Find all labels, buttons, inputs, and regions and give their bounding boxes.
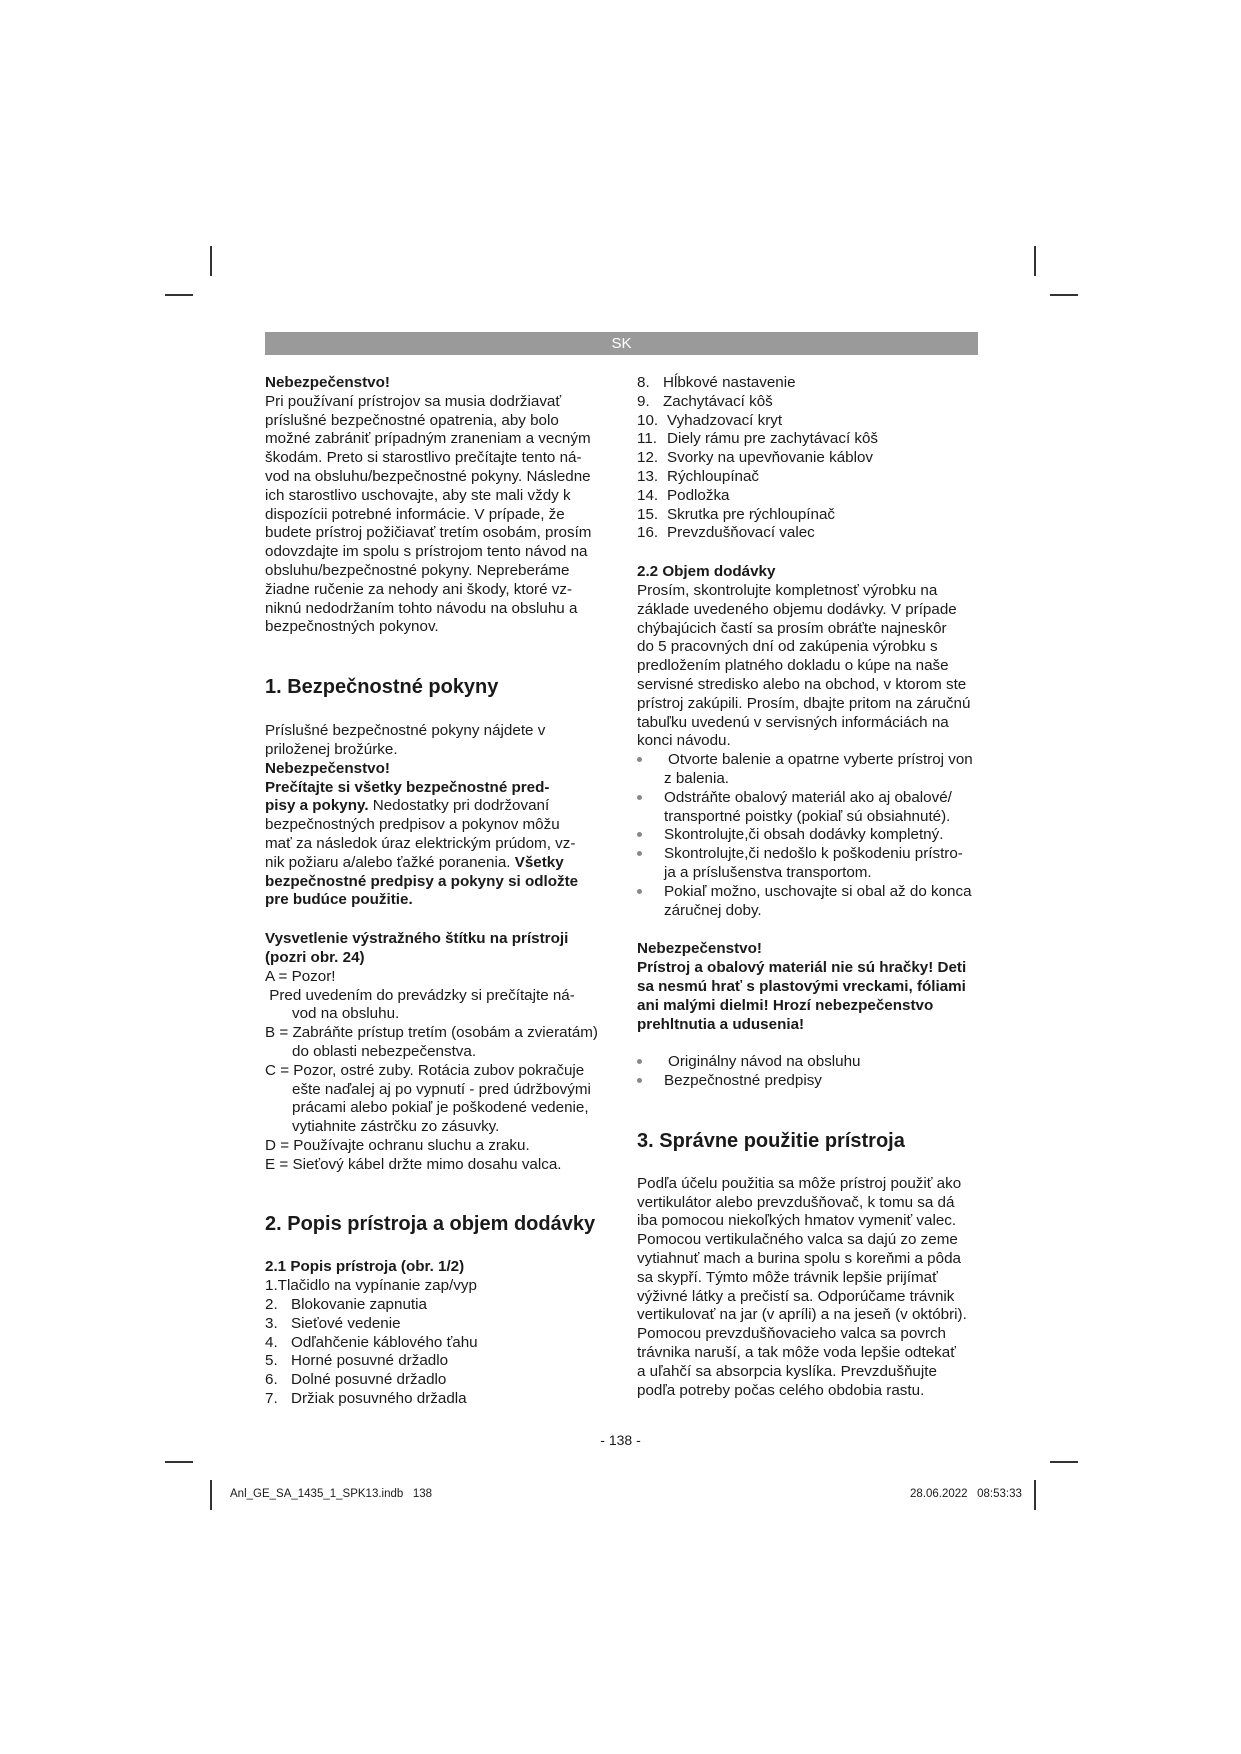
parts-list-continued	[637, 374, 982, 543]
right-column	[637, 374, 982, 1400]
list-item	[265, 1390, 610, 1409]
label-item: E = Sieťový kábel držte mimo dosahu valca.	[265, 1155, 562, 1173]
item-number: 14.	[637, 486, 659, 504]
text-line: vod na obsluhu/bezpečnostné pokyny. Následne	[265, 467, 591, 485]
label-item: Pred uvedením do prevádzky si prečítajte ná-	[265, 986, 575, 1004]
text-line: výživné látky a prečistí sa. Odporúčame trávnik	[637, 1287, 955, 1305]
item-text: Diely rámu pre zachytávací kôš	[667, 430, 879, 448]
item-text: Držiak posuvného držadla	[291, 1390, 467, 1408]
label-item: ešte naďalej aj po vypnutí - pred údržbovými	[292, 1080, 591, 1098]
text-line: Pomocou vertikulačného valca sa dajú zo zeme	[637, 1231, 958, 1249]
warning-intro	[265, 393, 610, 637]
text-line: priloženej brožúrke.	[265, 740, 398, 758]
subsection-heading: 2.2 Objem dodávky	[637, 563, 776, 581]
bullet-icon	[637, 851, 642, 856]
item-text: transportné poistky (pokiaľ sú obsiahnuté).	[664, 807, 951, 825]
bullet-icon	[637, 1059, 642, 1064]
item-text: Odstráňte obalový materiál ako aj obalové/	[664, 788, 952, 806]
text-line: ich starostlivo uschovajte, aby ste mali vždy k	[265, 486, 571, 504]
list-item	[637, 751, 982, 789]
item-text: Svorky na upevňovanie káblov	[667, 449, 874, 467]
list-item: 1.Tlačidlo na vypínanie zap/vyp	[265, 1277, 477, 1295]
warning-title: Nebezpečenstvo!	[265, 374, 390, 391]
text-line: obsluhu/bezpečnostné pokyny. Nepreberáme	[265, 561, 570, 579]
delivery-bullets	[637, 751, 982, 920]
item-text: Dolné posuvné držadlo	[291, 1371, 447, 1389]
text-line: ani malými dielmi! Hrozí nebezpečenstvo	[637, 996, 934, 1014]
page-number: - 138 -	[600, 1432, 641, 1448]
list-item	[265, 1315, 610, 1334]
item-number: 13.	[637, 467, 659, 485]
text-line: Podľa účelu použitia sa môže prístroj použiť ako	[637, 1174, 962, 1192]
crop-mark	[1034, 246, 1036, 276]
text-line: vytiahnuť mach a burina spolu s koreňmi a pôda	[637, 1250, 961, 1268]
item-number: 8.	[637, 374, 650, 391]
label-item: prácami alebo pokiaľ je poškodené vedenie,	[292, 1099, 589, 1117]
item-number: 5.	[265, 1352, 278, 1370]
label-item: D = Používajte ochranu sluchu a zraku.	[265, 1136, 530, 1154]
text-line: trávnika naruší, a tak môže voda lepšie odtekať	[637, 1344, 956, 1362]
text-line: prístroj zakúpili. Prosím, dbajte pritom na záručnú	[637, 694, 971, 712]
item-text: Pokiaľ možno, uschovajte si obal až do konca	[664, 882, 972, 900]
list-item	[637, 487, 982, 506]
text-line: Prečítajte si všetky bezpečnostné pred-	[265, 778, 550, 796]
text-line: niknú nedodržaním tohto návodu na obsluhu a	[265, 599, 578, 617]
item-text: záručnej doby.	[664, 901, 762, 919]
text-line	[265, 797, 610, 816]
text-line: vertikulátor alebo prevzdušňovač, k tomu sa dá	[637, 1193, 955, 1211]
text-line: Príslušné bezpečnostné pokyny nájdete v	[265, 722, 546, 740]
text-line: príslušné bezpečnostné opatrenia, aby bolo	[265, 411, 559, 429]
crop-mark	[210, 1480, 212, 1510]
item-text: ja a príslušenstva transportom.	[664, 863, 872, 881]
crop-mark	[1034, 1480, 1036, 1510]
list-item	[637, 506, 982, 525]
list-item	[637, 1053, 982, 1072]
text-line: odovzdajte im spolu s prístrojom tento návod na	[265, 543, 588, 561]
text-line: iba pomocou niekoľkých hmatov vymeniť valec.	[637, 1212, 957, 1230]
bold-text: pisy a pokyny.	[265, 797, 369, 815]
item-text: Odľahčenie káblového ťahu	[291, 1333, 478, 1351]
label-item: A = Pozor!	[265, 967, 336, 985]
section-3-body	[637, 1175, 982, 1401]
list-item	[637, 883, 982, 921]
text-line: vertikulovať na jar (v apríli) a na jeseň (v októbri).	[637, 1306, 967, 1324]
list-item	[637, 393, 982, 412]
text-line: konci návodu.	[637, 732, 731, 750]
section-2-heading: 2. Popis prístroja a objem dodávky	[265, 1213, 596, 1236]
label-item: B = Zabráňte prístup tretím (osobám a zvieratám)	[265, 1024, 598, 1042]
crop-mark	[1050, 294, 1078, 296]
list-item	[637, 524, 982, 543]
text-line: možné zabrániť prípadným zraneniam a vecným	[265, 430, 591, 448]
text-line: škodám. Preto si starostlivo prečítajte tento ná-	[265, 449, 582, 467]
item-text: Otvorte balenie a opatrne vyberte prístroj von	[668, 751, 973, 769]
item-text: Sieťové vedenie	[291, 1314, 401, 1332]
item-number: 4.	[265, 1333, 278, 1351]
subsection-heading: 2.1 Popis prístroja (obr. 1/2)	[265, 1258, 465, 1276]
list-item	[265, 1352, 610, 1371]
list-item	[637, 789, 982, 827]
text-line: tabuľku uvedenú v servisných informáciách na	[637, 713, 949, 731]
text-line: a uľahčí sa absorpcia kyslíka. Prevzdušňujte	[637, 1362, 937, 1380]
item-text: Hĺbkové nastavenie	[663, 374, 796, 391]
text-line: Prosím, skontrolujte kompletnosť výrobku na	[637, 581, 938, 599]
text-span: nik požiaru a/alebo ťažké poranenia.	[265, 853, 515, 871]
warning-title: Nebezpečenstvo!	[265, 759, 390, 777]
language-header-bar: SK	[265, 332, 978, 355]
text-line: Prístroj a obalový materiál nie sú hračky! Deti	[637, 959, 967, 977]
subsection-heading: Vysvetlenie výstražného štítku na prístroji	[265, 930, 569, 948]
item-text: Originálny návod na obsluhu	[668, 1053, 861, 1071]
item-text: Horné posuvné držadlo	[291, 1352, 449, 1370]
item-text: Skontrolujte,či nedošlo k poškodeniu prístro-	[664, 845, 963, 863]
item-number: 6.	[265, 1371, 278, 1389]
bold-text: Všetky	[514, 853, 564, 871]
section-2-2	[637, 563, 982, 920]
item-number: 15.	[637, 505, 659, 523]
text-line	[265, 854, 610, 873]
list-item	[637, 468, 982, 487]
crop-mark	[165, 1461, 193, 1463]
bullet-icon	[637, 832, 642, 837]
text-line: sa nesmú hrať s plastovými vreckami, fóliami	[637, 977, 966, 995]
label-item: vod na obsluhu.	[292, 1005, 400, 1023]
bullet-icon	[637, 1078, 642, 1083]
crop-mark	[210, 246, 212, 276]
text-line: sa skypří. Týmto môže trávnik lepšie prijímať	[637, 1268, 938, 1286]
item-text: Vyhadzovací kryt	[667, 411, 783, 429]
list-item	[637, 374, 982, 393]
text-line: prehltnutia a udusenia!	[637, 1015, 805, 1033]
item-number: 2.	[265, 1296, 278, 1314]
warning-label-explanation	[265, 930, 610, 1174]
item-text: Prevzdušňovací valec	[667, 524, 815, 542]
text-line: budete prístroj požičiavať tretím osobám, prosím	[265, 524, 592, 542]
list-item	[637, 845, 982, 883]
text-line: do 5 pracovných dní od zakúpenia výrobku s	[637, 638, 938, 656]
list-item	[637, 1072, 982, 1091]
item-text: Rýchloupínač	[667, 467, 760, 485]
item-text: Blokovanie zapnutia	[291, 1296, 427, 1314]
section-1-heading: 1. Bezpečnostné pokyny	[265, 676, 499, 699]
item-text: Skrutka pre rýchloupínač	[667, 505, 835, 523]
text-line: servisné stredisko alebo na obchod, v ktorom ste	[637, 675, 967, 693]
item-text: Zachytávací kôš	[663, 392, 773, 410]
text-line: bezpečnostných predpisov a pokynov môžu	[265, 816, 560, 834]
text-line: Pri používaní prístrojov sa musia dodržiavať	[265, 392, 562, 410]
label-item: C = Pozor, ostré zuby. Rotácia zubov pokračuje	[265, 1061, 585, 1079]
item-number: 10.	[637, 411, 659, 429]
list-item	[637, 412, 982, 431]
list-item	[637, 430, 982, 449]
section-1-body	[265, 722, 610, 910]
subsection-heading: (pozri obr. 24)	[265, 948, 365, 966]
list-item	[637, 826, 982, 845]
parts-list	[265, 1277, 610, 1409]
footer-timestamp: 28.06.2022 08:53:33	[910, 1488, 1022, 1500]
section-2-1	[265, 1258, 610, 1408]
text-line: bezpečnostných pokynov.	[265, 618, 439, 636]
crop-mark	[165, 294, 193, 296]
text-line: Pomocou prevzdušňovacieho valca sa povrch	[637, 1325, 946, 1343]
item-number: 3.	[265, 1314, 278, 1332]
bullet-icon	[637, 889, 642, 894]
item-number: 11.	[637, 430, 657, 448]
text-line: chýbajúcich častí sa prosím obráťte najneskôr	[637, 619, 947, 637]
warning-title: Nebezpečenstvo!	[637, 940, 762, 958]
left-column	[265, 374, 610, 1409]
item-text: z balenia.	[664, 769, 730, 787]
item-number: 7.	[265, 1390, 278, 1408]
label-item: vytiahnite zástrčku zo zásuvky.	[292, 1118, 500, 1136]
text-span: Nedostatky pri dodržovaní	[368, 797, 550, 815]
section-3-heading: 3. Správne použitie prístroja	[637, 1129, 905, 1152]
list-item	[637, 449, 982, 468]
text-line: bezpečnostné predpisy a pokyny si odložte	[265, 872, 579, 890]
item-text: Podložka	[667, 486, 730, 504]
text-line: základe uvedeného objemu dodávky. V prípade	[637, 600, 957, 618]
text-line: žiadne ručenie za nehody ani škody, ktoré vz-	[265, 580, 573, 598]
item-text: Bezpečnostné predpisy	[664, 1072, 822, 1090]
list-item	[265, 1334, 610, 1353]
label-item: do oblasti nebezpečenstva.	[292, 1042, 477, 1060]
text-line: mať za následok úraz elektrickým prúdom, vz-	[265, 834, 576, 852]
list-item	[265, 1296, 610, 1315]
bullet-icon	[637, 795, 642, 800]
item-text: Skontrolujte,či obsah dodávky kompletný.	[664, 826, 944, 844]
item-number: 16.	[637, 524, 659, 542]
documents-bullets	[637, 1053, 982, 1091]
list-item	[265, 1371, 610, 1390]
footer-file-info: Anl_GE_SA_1435_1_SPK13.indb 138	[230, 1488, 433, 1500]
crop-mark	[1050, 1461, 1078, 1463]
item-number: 12.	[637, 449, 659, 467]
text-line: podľa potreby počas celého obdobia rastu.	[637, 1381, 925, 1399]
text-line: dispozícii potrebné informácie. V prípade, že	[265, 505, 565, 523]
text-line: predložením platného dokladu o kúpe na naše	[637, 657, 949, 675]
packaging-warning	[637, 940, 982, 1034]
text-line: pre budúce použitie.	[265, 891, 413, 909]
item-number: 9.	[637, 392, 650, 410]
bullet-icon	[637, 757, 642, 762]
